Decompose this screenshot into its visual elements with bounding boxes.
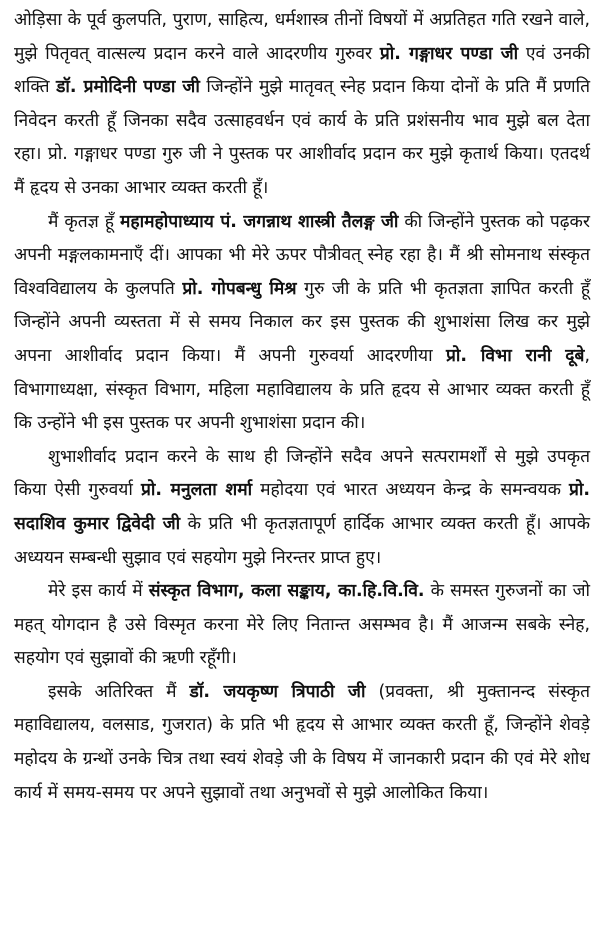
- person-name-highlight: प्रो. सदाशिव कुमार द्विवेदी जी: [14, 480, 590, 534]
- person-name-highlight: महामहोपाध्याय पं. जगन्नाथ शास्त्री तैलङ्ग जी: [119, 211, 399, 232]
- paragraph-5: [14, 676, 590, 810]
- person-name-highlight: प्रो. गोपबन्धु मिश्र: [182, 278, 297, 299]
- paragraph-text: ओड़िसा के पूर्व कुलपति, पुराण, साहित्य, धर्मशास्त्र तीनों विषयों में अप्रतिहत गति रखने वाले, मुझे पितृवत् वात्सल्य प्रदान करने वाले आदरणीय गुरुवर: [14, 10, 590, 64]
- paragraph-text: गुरु जी के प्रति भी कृतज्ञता ज्ञापित करती हूँ जिन्होंने अपनी व्यस्तता में से समय निकाल कर इस पुस्तक की शुभाशंसा लिख कर मुझे अपना आशीर्वाद प्रदान किया। मैं अपनी गुरुवर्या आदरणीया: [14, 278, 590, 366]
- person-name-highlight: डॉ. प्रमोदिनी पण्डा जी: [56, 77, 200, 98]
- person-name-highlight: डॉ. जयकृष्ण त्रिपाठी जी: [189, 681, 366, 702]
- paragraph-1: [14, 4, 590, 206]
- paragraph-text: एवं उनकी शक्ति: [14, 43, 590, 98]
- paragraph-text: महोदया एवं भारत अध्ययन केन्द्र के समन्वयक: [252, 480, 569, 501]
- paragraph-text: शुभाशीर्वाद प्रदान करने के साथ ही जिन्होंने सदैव अपने सत्परामर्शों से मुझे उपकृत किया ऐसी गुरुवर्या: [14, 446, 590, 501]
- paragraph-2: [14, 206, 590, 441]
- paragraph-text: (प्रवक्ता, श्री मुक्तानन्द संस्कृत महाविद्यालय, वलसाड, गुजरात) के प्रति भी हृदय से आभार व्यक्त करती हूँ, जिन्होंने शेवड़े महोदय के ग्रन्थों उनके चित्र तथा स्वयं शेवड़े जी के विषय में जानकारी प्रदान की एवं मेरे शोध कार्य में समय-समय पर अपने सुझावों तथा अनुभवों से मुझे आलोकित किया।: [14, 681, 590, 803]
- paragraph-text: की जिन्होंने पुस्तक को पढ़कर अपनी मङ्गलकामनाएँ दीं। आपका भी मेरे ऊपर पौत्रीवत् स्नेह रहा है। मैं श्री सोमनाथ संस्कृत विश्वविद्यालय के कुलपति: [14, 211, 590, 299]
- paragraph-text: जिन्होंने मुझे मातृवत् स्नेह प्रदान किया दोनों के प्रति मैं प्रणति निवेदन करती हूँ जिनका सदैव उत्साहवर्धन एवं कार्य के प्रति प्रशंसनीय भाव मुझे बल देता रहा। प्रो. गङ्गाधर पण्डा गुरु जी ने पुस्तक पर आशीर्वाद प्रदान कर मुझे कृतार्थ किया। एतदर्थ मैं हृदय से उनका आभार व्यक्त करती हूँ।: [14, 77, 590, 198]
- paragraph-3: [14, 441, 590, 575]
- person-name-highlight: प्रो. मनुलता शर्मा: [140, 480, 253, 501]
- paragraph-4: [14, 575, 590, 676]
- paragraph-text: के समस्त गुरुजनों का जो महत् योगदान है उसे विस्मृत करना मेरे लिए नितान्त असम्भव है। मैं आजन्म सबके स्नेह, सहयोग एवं सुझावों की ऋणी रहूँगी।: [14, 581, 590, 669]
- paragraph-text: , विभागाध्यक्षा, संस्कृत विभाग, महिला महाविद्यालय के प्रति हृदय से आभार व्यक्त करती हूँ कि उन्होंने भी इस पुस्तक पर अपनी शुभाशंसा प्रदान की।: [14, 345, 590, 434]
- paragraph-text: के प्रति भी कृतज्ञतापूर्ण हार्दिक आभार व्यक्त करती हूँ। आपके अध्ययन सम्बन्धी सुझाव एवं सहयोग मुझे निरन्तर प्राप्त हुए।: [14, 513, 590, 568]
- paragraph-text: मेरे इस कार्य में: [48, 581, 149, 602]
- department-name-highlight: संस्कृत विभाग, कला सङ्काय, का.हि.वि.वि.: [148, 581, 425, 602]
- person-name-highlight: प्रो. विभा रानी दूबे: [445, 345, 585, 366]
- person-name-highlight: प्रो. गङ्गाधर पण्डा जी: [379, 43, 519, 64]
- paragraph-text: मैं कृतज्ञ हूँ: [48, 211, 120, 232]
- paragraph-text: इसके अतिरिक्त मैं: [48, 681, 190, 702]
